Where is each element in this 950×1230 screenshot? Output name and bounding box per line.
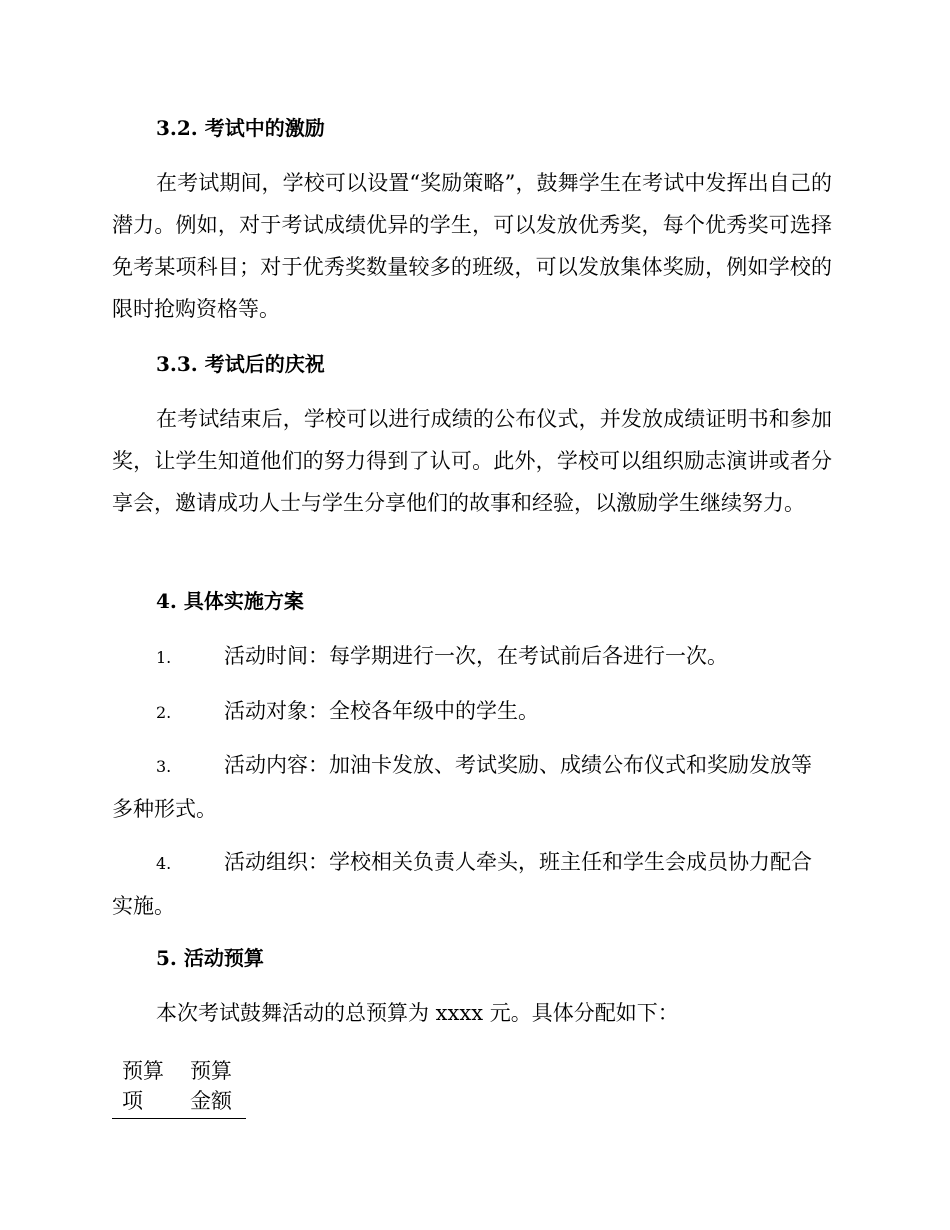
section-heading-5: 5. 活动预算	[156, 946, 264, 970]
list-item-number: 3.	[156, 757, 172, 776]
list-item	[112, 690, 832, 734]
list-item-number: 2.	[156, 703, 172, 722]
section-paragraph-5: 本次考试鼓舞活动的总预算为 xxxx 元。具体分配如下：	[156, 1001, 679, 1025]
list-item-number: 4.	[156, 854, 172, 873]
list-item	[112, 841, 832, 927]
section-heading-3-2: 3.2. 考试中的激励	[156, 116, 325, 140]
list-item-text: 活动内容：加油卡发放、考试奖励、成绩公布仪式和奖励发放等多种形式。	[112, 753, 812, 821]
list-item-text: 活动时间：每学期进行一次，在考试前后各进行一次。	[224, 644, 728, 668]
budget-table	[112, 1056, 246, 1119]
list-item-text: 活动对象：全校各年级中的学生。	[224, 699, 539, 723]
list-item-text: 活动组织：学校相关负责人牵头，班主任和学生会成员协力配合实施。	[112, 850, 812, 918]
list-item-number: 1.	[156, 648, 172, 667]
list-item	[112, 635, 832, 679]
list-item	[112, 744, 832, 830]
section-heading-3-3: 3.3. 考试后的庆祝	[156, 352, 325, 376]
table-header-budget-item: 预算项	[112, 1056, 178, 1119]
section-paragraph-3-3: 在考试结束后，学校可以进行成绩的公布仪式，并发放成绩证明书和参加奖，让学生知道他们的努力得到了认可。此外，学校可以组织励志演讲或者分享会，邀请成功人士与学生分享他们的故事和经验，以激励学生继续努力。	[112, 407, 832, 515]
table-header-budget-amount: 预算金额	[178, 1056, 246, 1119]
table-header-row	[112, 1056, 246, 1119]
section-heading-4: 4. 具体实施方案	[156, 589, 304, 613]
section-paragraph-3-2: 在考试期间，学校可以设置“奖励策略”，鼓舞学生在考试中发挥出自己的潜力。例如，对于考试成绩优异的学生，可以发放优秀奖，每个优秀奖可选择免考某项科目；对于优秀奖数量较多的班级，可以发放集体奖励，例如学校的限时抢购资格等。	[112, 171, 832, 321]
